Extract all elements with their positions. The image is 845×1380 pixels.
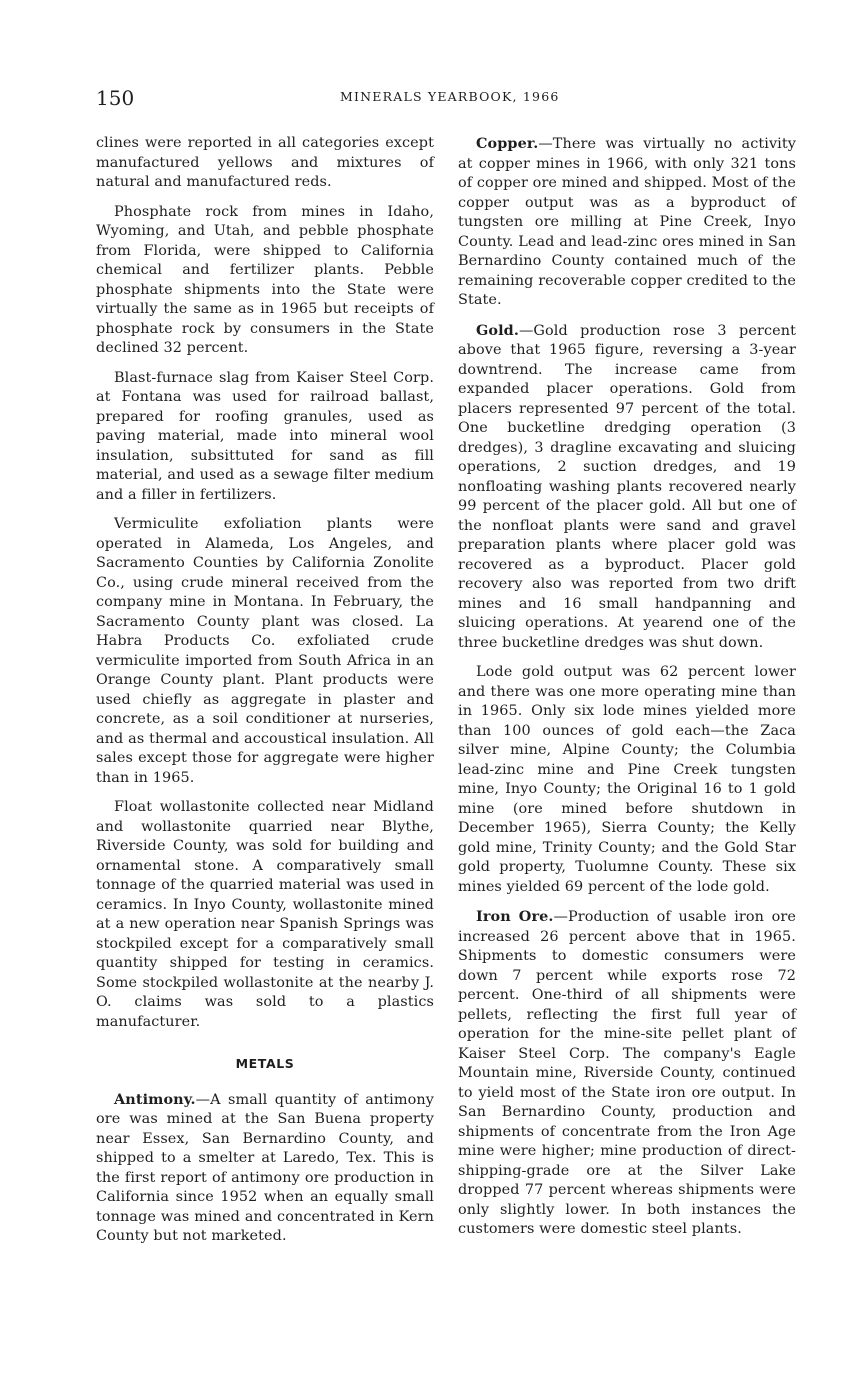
run-in-heading-iron-ore: Iron Ore. — [476, 908, 554, 925]
paragraph-lode-gold: Lode gold output was 62 percent lower and there was one more operating mine than in 1965. Only six lode mines yielded more than 100 ounces of gold each—the Zaca silver mine, Alpine County; the Columbia lead-zinc mine and Pine Creek tungsten mine, Inyo County; the Original 16 to 1 gold mine (ore mined before shutdown in December 1965), Sierra County; the Kelly gold mine, Trinity County; and the Gold Star gold property, Tuolumne County. These six mines yielded 69 percent of the lode gold. — [458, 664, 796, 895]
paragraph-copper — [458, 134, 796, 311]
running-title: MINERALS YEARBOOK, 1966 — [340, 89, 560, 104]
paragraph-wollastonite: Float wollastonite collected near Midland and wollastonite quarried near Blythe, Riverside County, was sold for building and ornamental stone. A comparatively small tonnage of the quarried material was used in ceramics. In Inyo County, wollastonite mined at a new operation near Spanish Springs was stockpiled except for a comparatively small quantity shipped for testing in ceramics. Some stockpiled wollastonite at the nearby J. O. claims was sold to a plastics manufacturer. — [96, 799, 434, 1030]
run-in-heading-gold: Gold. — [476, 321, 519, 339]
paragraph-antimony — [96, 1090, 434, 1247]
run-in-heading-copper: Copper. — [476, 135, 539, 152]
left-column — [96, 134, 434, 1257]
right-column — [458, 134, 796, 1250]
paragraph-pigments-continued: clines were reported in all categories except manufactured yellows and mixtures of natural and manufactured reds. — [96, 135, 434, 190]
iron-ore-text: —Production of usable iron ore increased 26 percent above that in 1965. Shipments to domestic consumers were down 7 percent while exports rose 72 percent. One-third of all shipments were pellets, reflecting the first full year of operation for the mine-site pellet plant of Kaiser Steel Corp. The company's Eagle Mountain mine, Riverside County, continued to yield most of the State iron ore output. In San Bernardino County, production and shipments of concentrate from the Iron Age mine were higher; mine production of direct-shipping-grade ore at the Silver Lake dropped 77 percent whereas shipments were only slightly lower. In both instances the customers were domestic steel plants. — [458, 909, 796, 1237]
paragraph-iron-ore — [458, 907, 796, 1240]
run-in-heading-antimony: Antimony. — [114, 1090, 196, 1108]
gold-text: —Gold production rose 3 percent above that 1965 figure, reversing a 3-year downtrend. The increase came from expanded placer operations. Gold from placers represented 97 percent of the total. One bucketline dredging operation (3 dredges), 3 dragline excavating and sluicing operations, 2 suction dredges, and 19 nonfloating washing plants recovered nearly 99 percent of the placer gold. All but one of the nonfloat plants were sand and gravel preparation plants where placer gold was recovered as a byproduct. Placer gold recovery also was reported from two drift mines and 16 small handpanning and sluicing operations. At yearend one of the three bucketline dredges was shut down. — [458, 322, 796, 651]
page-number: 150 — [96, 86, 135, 110]
section-heading-metals: METALS — [235, 1056, 295, 1071]
paragraph-phosphate-rock: Phosphate rock from mines in Idaho, Wyoming, and Utah, and pebble phosphate from Florida, were shipped to California chemical and fertilizer plants. Pebble phosphate shipments into the State were virtually the same as in 1965 but receipts of phosphate rock by consumers in the State declined 32 percent. — [96, 203, 434, 356]
paragraph-blast-furnace-slag: Blast-furnace slag from Kaiser Steel Corp. at Fontana was used for railroad ballast, prepared for roofing granules, used as paving material, made into mineral wool insulation, subsittuted for sand as fill material, and used as a sewage filter medium and a filler in fertilizers. — [96, 369, 434, 503]
copper-text: —There was virtually no activity at copper mines in 1966, with only 321 tons of copper ore mined and shipped. Most of the copper output was as a byproduct of tungsten ore milling at Pine Creek, Inyo County. Lead and lead-zinc ores mined in San Bernardino County contained much of the remaining recoverable copper credited to the State. — [458, 136, 796, 308]
antimony-text: —A small quantity of antimony ore was mined at the San Buena property near Essex, San Bernardino County, and shipped to a smelter at Laredo, Tex. This is the first report of antimony ore production in California since 1952 when an equally small tonnage was mined and concentrated in Kern County but not marketed. — [96, 1091, 434, 1244]
paragraph-gold — [458, 321, 796, 654]
paragraph-vermiculite: Vermiculite exfoliation plants were operated in Alameda, Los Angeles, and Sacramento Counties by California Zonolite Co., using crude mineral received from the company mine in Montana. In February, the Sacramento County plant was closed. La Habra Products Co. exfoliated crude vermiculite imported from South Africa in an Orange County plant. Plant products were used chiefly as aggregate in plaster and concrete, as a soil conditioner at nurseries, and as thermal and accoustical insulation. All sales except those for aggregate were higher than in 1965. — [96, 516, 434, 786]
